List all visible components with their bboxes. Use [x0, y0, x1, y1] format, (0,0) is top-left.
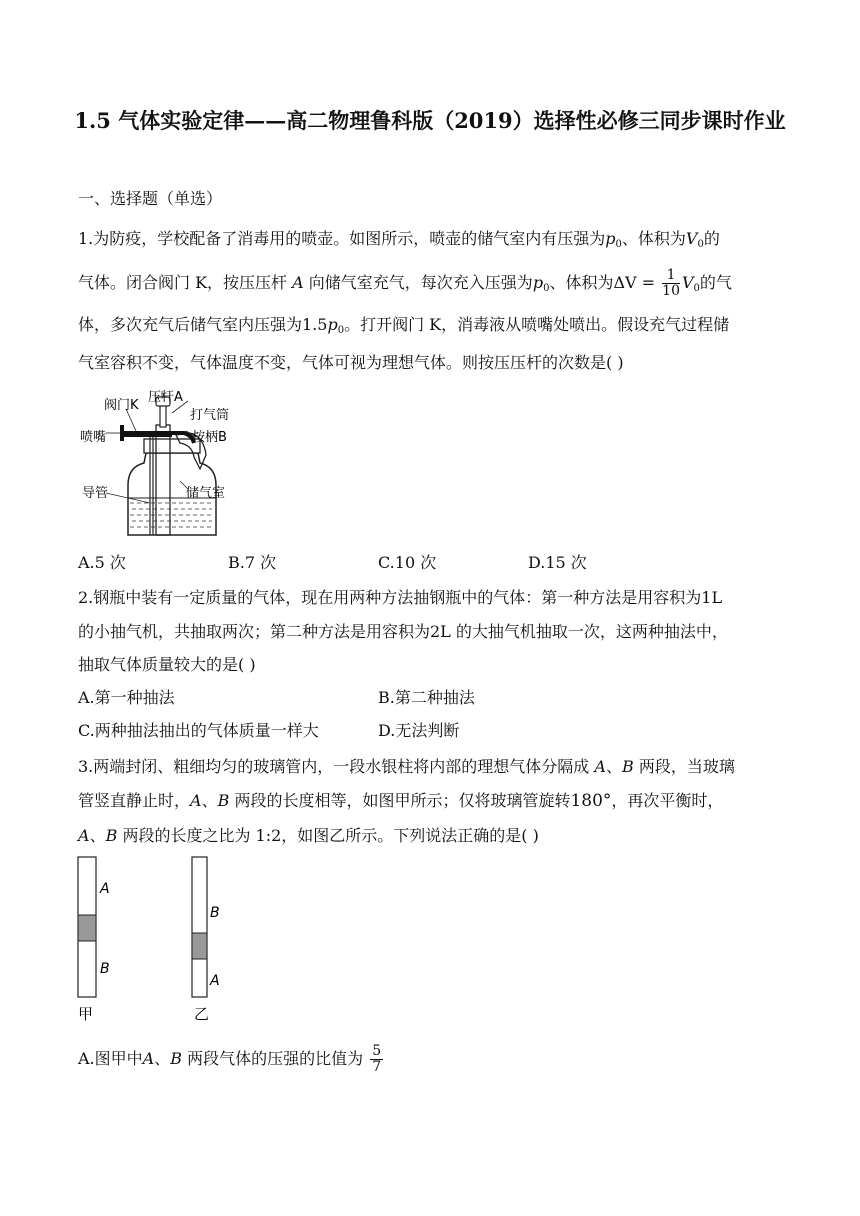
- mercury-left: [78, 915, 96, 941]
- q3-line-1: 3.两端封闭、粗细均匀的玻璃管内，一段水银柱将内部的理想气体分隔成 A、B 两段，当玻璃: [78, 757, 735, 776]
- tube-left-caption: 甲: [78, 1005, 94, 1023]
- q1-line-2: 气体。闭合阀门 K，按压压杆 A 向储气室充气，每次充入压强为$p_0$、体积为ΔV = $\frac{1}{10}$ $V_0$的气: [78, 267, 732, 299]
- q2-option-a[interactable]: A.第一种抽法: [78, 688, 175, 707]
- q1-line-4: 气室容积不变，气体温度不变，气体可视为理想气体。则按压压杆的次数是( ): [78, 353, 624, 372]
- label-handle: 按柄B: [192, 430, 227, 445]
- fraction-one-tenth: $\frac{1}{10}$: [662, 267, 680, 299]
- tube-right: [192, 857, 207, 997]
- q2-line-3: 抽取气体质量较大的是( ): [78, 655, 256, 674]
- q2-line-1: 2.钢瓶中装有一定质量的气体，现在用两种方法抽钢瓶中的气体：第一种方法是用容积为1L: [78, 588, 723, 607]
- q1-option-d[interactable]: D.15 次: [528, 553, 587, 572]
- tube-left-label-bottom: B: [100, 961, 110, 977]
- q1-option-c[interactable]: C.10 次: [378, 553, 437, 572]
- nozzle-tip: [120, 425, 124, 441]
- q3-line-3: A、B 两段的长度之比为 1:2，如图乙所示。下列说法正确的是( ): [78, 826, 539, 845]
- label-chamber: 储气室: [186, 486, 226, 501]
- sprayer-figure: [80, 385, 250, 545]
- q2-option-c[interactable]: C.两种抽法抽出的气体质量一样大: [78, 721, 319, 740]
- tube-right-caption: 乙: [194, 1005, 210, 1023]
- q1-option-b[interactable]: B.7 次: [228, 553, 277, 572]
- tubes-figure: [76, 855, 246, 1025]
- label-press-rod: 压杆A: [148, 390, 183, 405]
- tube-right-label-top: B: [210, 905, 220, 921]
- tube-right-label-bottom: A: [210, 973, 220, 989]
- page-title: 1.5 气体实验定律——高二物理鲁科版（2019）选择性必修三同步课时作业: [74, 108, 786, 133]
- q3-option-a[interactable]: A.图甲中A、B 两段气体的压强的比值为 $\frac{5}{7}$: [78, 1043, 382, 1075]
- label-tube: 导管: [82, 486, 109, 501]
- nozzle-bar: [120, 431, 172, 437]
- label-nozzle: 喷嘴: [80, 430, 107, 445]
- q1-line-3: 体，多次充气后储气室内压强为$1.5p_0$。打开阀门 K，消毒液从喷嘴处喷出。假设充气过程储: [78, 315, 730, 336]
- label-valve: 阀门K: [104, 398, 139, 413]
- section-heading: 一、选择题（单选）: [78, 189, 223, 208]
- q2-line-2: 的小抽气机，共抽取两次；第二种方法是用容积为2L 的大抽气机抽取一次，这两种抽法中，: [78, 622, 728, 641]
- q2-option-b[interactable]: B.第二种抽法: [378, 688, 475, 707]
- q2-option-d[interactable]: D.无法判断: [378, 721, 460, 740]
- label-pump: 打气筒: [190, 408, 230, 423]
- q1-option-a[interactable]: A.5 次: [78, 553, 126, 572]
- q3-line-2: 管竖直静止时，A、B 两段的长度相等，如图甲所示；仅将玻璃管旋转180°，再次平衡时，: [78, 791, 724, 811]
- q1-line-1: 1.为防疫，学校配备了消毒用的喷壶。如图所示，喷壶的储气室内有压强为$p_0$、体积为$V_0$的: [78, 229, 720, 250]
- tube-left-label-top: A: [100, 881, 110, 897]
- liquid-region: [128, 498, 214, 535]
- mercury-right: [192, 933, 207, 959]
- fraction-five-sevenths: $\frac{5}{7}$: [372, 1043, 382, 1075]
- press-rod: [160, 405, 166, 427]
